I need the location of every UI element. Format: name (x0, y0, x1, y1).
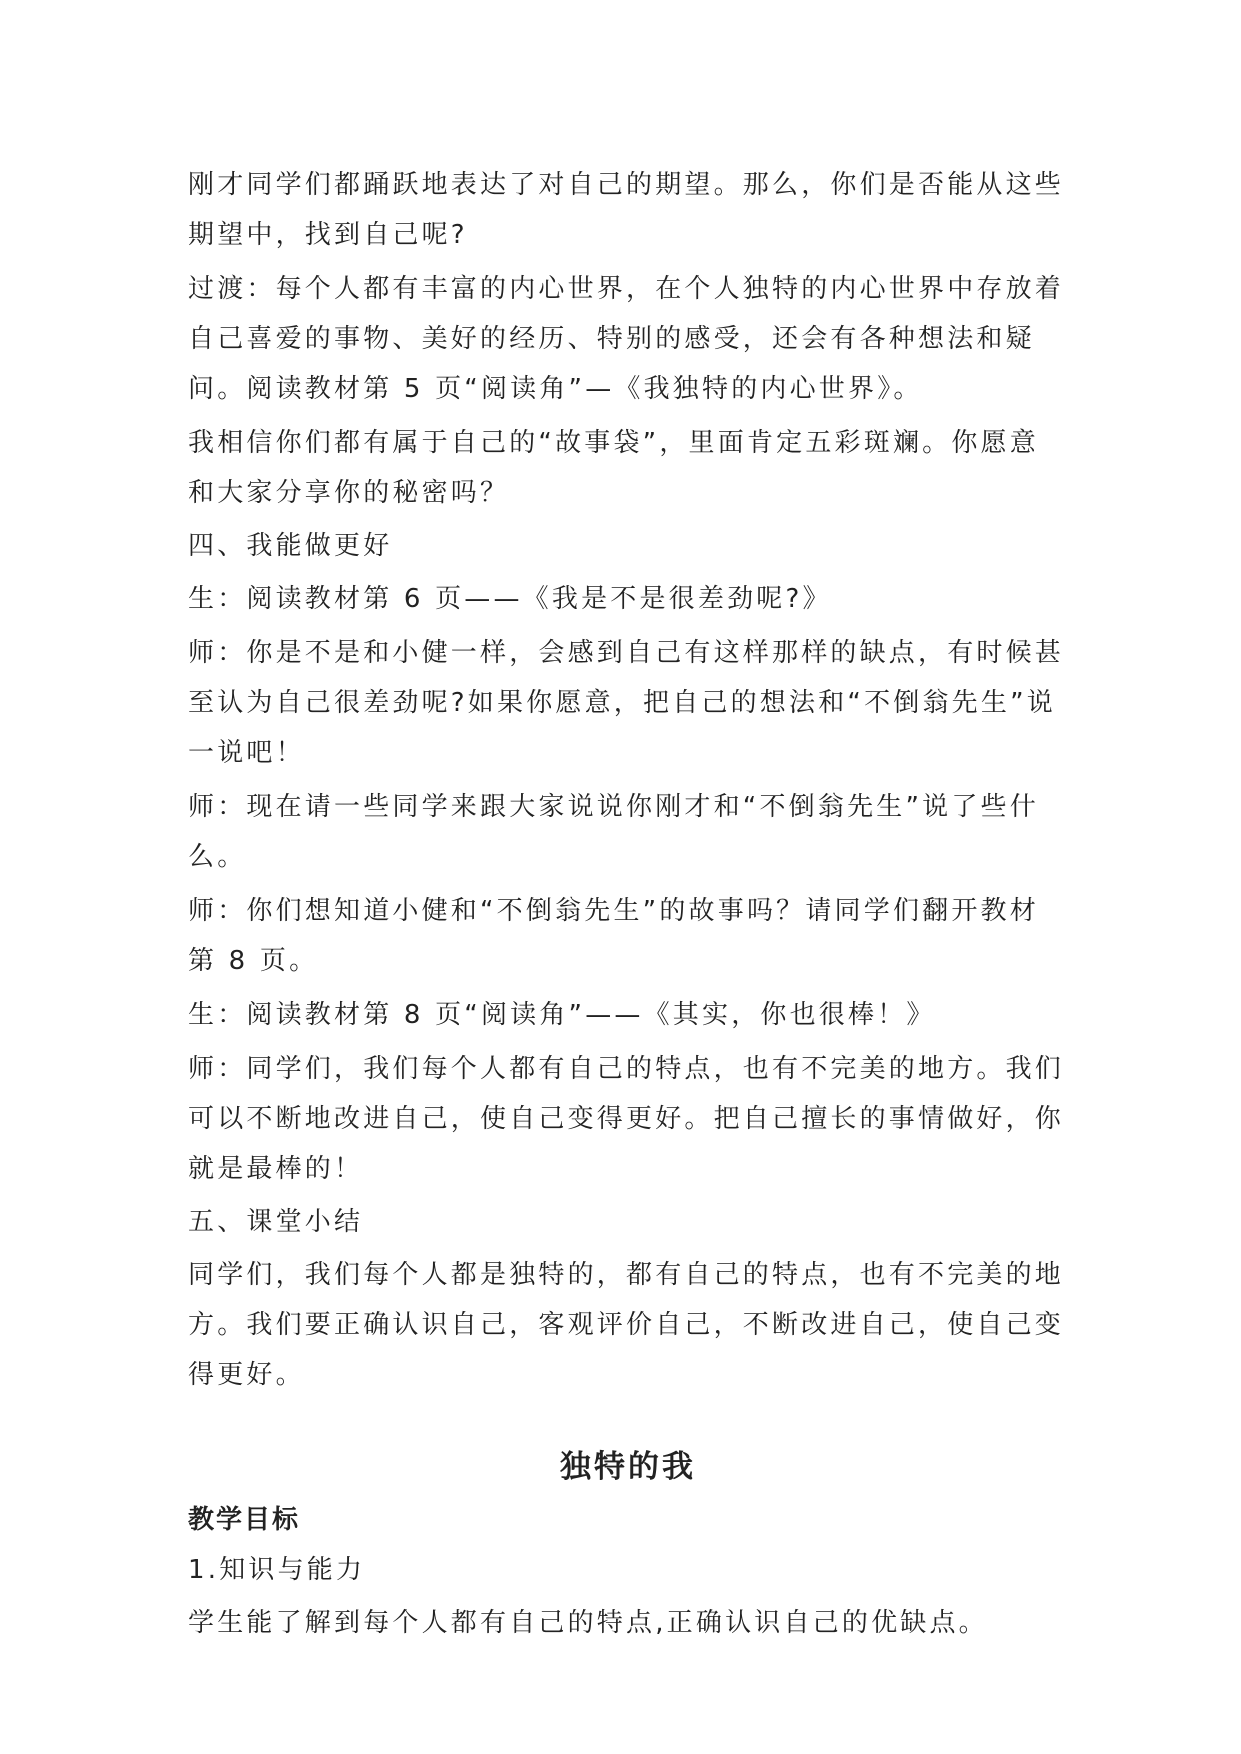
paragraph-summary: 同学们，我们每个人都是独特的，都有自己的特点，也有不完美的地方。我们要正确认识自己，客观评价自己，不断改进自己，使自己变得更好。 (188, 1260, 1065, 1390)
paragraph-goal-description: 学生能了解到每个人都有自己的特点,正确认识自己的优缺点。 (188, 1608, 988, 1638)
paragraph-transition: 过渡：每个人都有丰富的内心世界，在个人独特的内心世界中存放着自己喜爱的事物、美好的经历、特别的感受，还会有各种想法和疑问。阅读教材第 5 页“阅读角”—《我独特的内心世界》。 (188, 274, 1065, 404)
paragraph-story-bag: 我相信你们都有属于自己的“故事袋”，里面肯定五彩斑斓。你愿意和大家分享你的秘密吗？ (188, 428, 1039, 508)
paragraph-student-reading-page8: 生：阅读教材第 8 页“阅读角”——《其实，你也很棒！》 (188, 1000, 936, 1030)
teaching-goals-heading: 教学目标 (188, 1505, 301, 1535)
section-spacer (188, 1404, 1068, 1440)
section-heading-summary: 五、课堂小结 (188, 1207, 364, 1237)
paragraph-teacher-tumbler: 师：你是不是和小健一样，会感到自己有这样那样的缺点，有时候甚至认为自己很差劲呢?如果你愿意，把自己的想法和“不倒翁先生”说一说吧！ (188, 638, 1065, 768)
section-heading-do-better: 四、我能做更好 (188, 531, 393, 561)
document-body (188, 160, 1068, 1652)
paragraph-teacher-share: 师：现在请一些同学来跟大家说说你刚才和“不倒翁先生”说了些什么。 (188, 792, 1039, 872)
paragraph-teacher-story: 师：你们想知道小健和“不倒翁先生”的故事吗？请同学们翻开教材第 8 页。 (188, 896, 1039, 976)
paragraph-expectations: 刚才同学们都踊跃地表达了对自己的期望。那么，你们是否能从这些期望中，找到自己呢? (188, 170, 1065, 250)
paragraph-teacher-best: 师：同学们，我们每个人都有自己的特点，也有不完美的地方。我们可以不断地改进自己，使自己变得更好。把自己擅长的事情做好，你就是最棒的！ (188, 1054, 1065, 1184)
document-title: 独特的我 (560, 1449, 696, 1485)
knowledge-ability-subheading: 1.知识与能力 (188, 1555, 366, 1585)
paragraph-student-reading-page6: 生：阅读教材第 6 页——《我是不是很差劲呢?》 (188, 584, 832, 614)
